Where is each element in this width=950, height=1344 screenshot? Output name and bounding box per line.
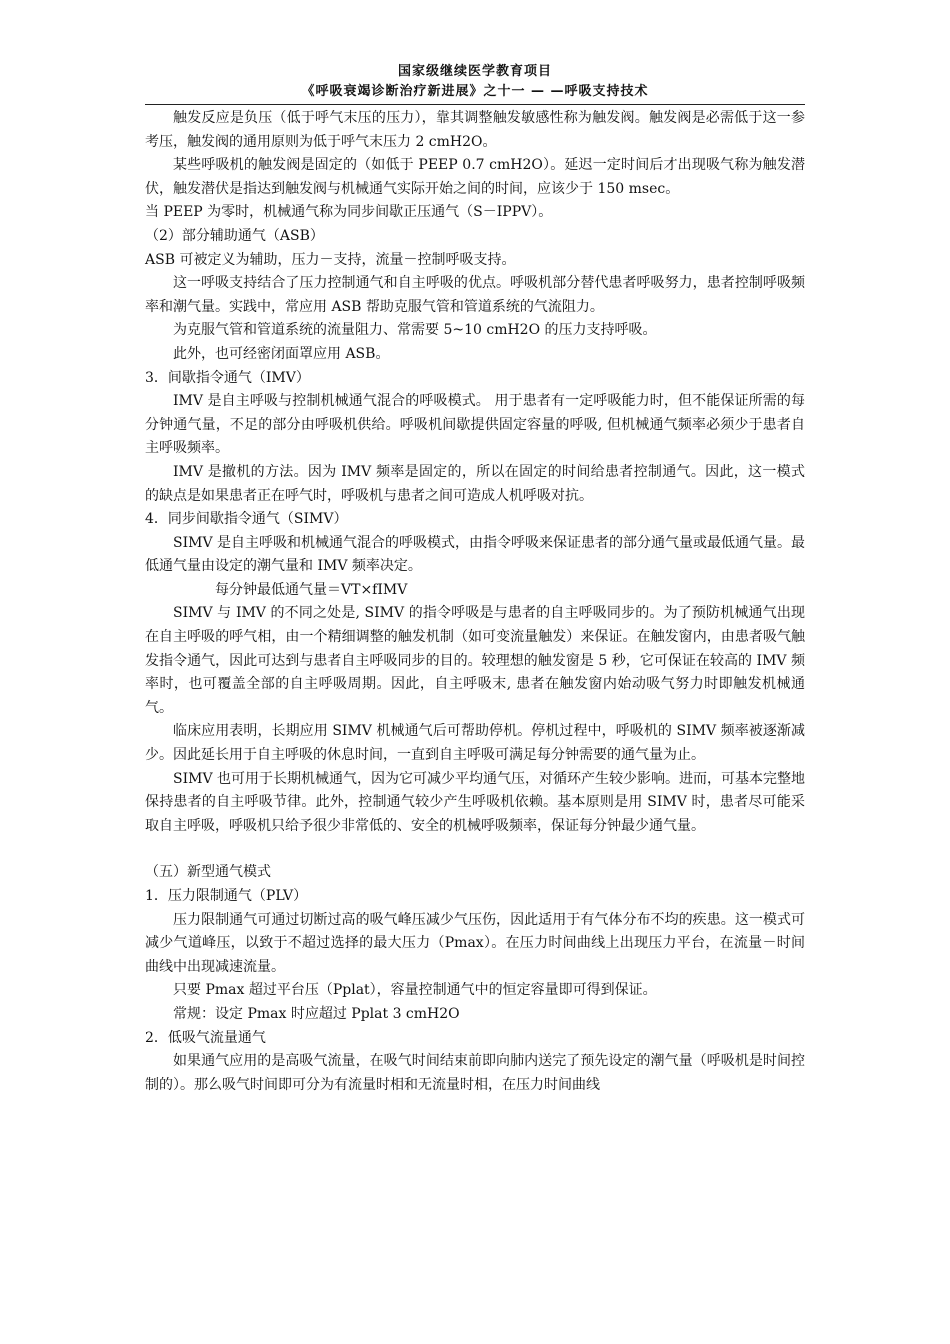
paragraph: ASB 可被定义为辅助，压力－支持，流量－控制呼吸支持。 — [145, 251, 516, 268]
paragraph: 这一呼吸支持结合了压力控制通气和自主呼吸的优点。呼吸机部分替代患者呼吸努力，患者控制呼吸频率和潮气量。实践中，常应用 ASB 帮助克服气管和管道系统的气流阻力。 — [145, 275, 805, 315]
paragraph: 触发反应是负压（低于呼气末压的压力），靠其调整触发敏感性称为触发阀。触发阀是必需低于这一参考压，触发阀的通用原则为低于呼气末压力 2 cmH2O。 — [145, 110, 805, 150]
paragraph: 3．间歇指令通气（IMV） — [145, 369, 310, 386]
paragraph — [145, 838, 805, 861]
paragraph: 只要 Pmax 超过平台压（Pplat），容量控制通气中的恒定容量即可得到保证。 — [173, 982, 657, 999]
paragraph: 常规：设定 Pmax 时应超过 Pplat 3 cmH2O — [173, 1005, 460, 1022]
document-page — [145, 62, 805, 1097]
paragraph: 此外，也可经密闭面罩应用 ASB。 — [173, 345, 390, 362]
paragraph: SIMV 是自主呼吸和机械通气混合的呼吸模式，由指令呼吸来保证患者的部分通气量或最低通气量。最低通气量由设定的潮气量和 IMV 频率决定。 — [145, 534, 806, 575]
paragraph: 每分钟最低通气量＝VT×fIMV — [215, 581, 408, 598]
paragraph: （2）部分辅助通气（ASB） — [145, 227, 324, 244]
paragraph: 2．低吸气流量通气 — [145, 1029, 266, 1046]
header-line-1: 国家级继续医学教育项目 — [397, 64, 552, 79]
paragraph: 压力限制通气可通过切断过高的吸气峰压减少气压伤，因此适用于有气体分布不均的疾患。这一模式可减少气道峰压，以致于不超过选择的最大压力（Pmax）。在压力时间曲线上出现压力平台，在流量－时间曲线中出现减速流量。 — [145, 911, 805, 975]
paragraph: （五）新型通气模式 — [145, 864, 271, 881]
document-body — [145, 107, 805, 1097]
paragraph: 如果通气应用的是高吸气流量，在吸气时间结束前即向肺内送完了预先设定的潮气量（呼吸机是时间控制的）。那么吸气时间即可分为有流量时相和无流量时相，在压力时间曲线 — [145, 1053, 805, 1093]
paragraph: 4．同步间歇指令通气（SIMV） — [145, 511, 348, 528]
header-rule — [145, 104, 805, 105]
paragraph: 临床应用表明，长期应用 SIMV 机械通气后可帮助停机。停机过程中，呼吸机的 SIMV 频率被逐渐减少。因此延长用于自主呼吸的休息时间，一直到自主呼吸可满足每分钟需要的通气量为止。 — [145, 723, 805, 764]
paragraph: SIMV 也可用于长期机械通气，因为它可减少平均通气压，对循环产生较少影响。进而，可基本完整地保持患者的自主呼吸节律。此外，控制通气较少产生呼吸机依赖。基本原则是用 SIMV 时，患者尽可能采取自主呼吸，呼吸机只给予很少非常低的、安全的机械呼吸频率，保证每分钟最少通气量。 — [145, 770, 806, 834]
paragraph: 某些呼吸机的触发阀是固定的（如低于 PEEP 0.7 cmH2O）。延迟一定时间后才出现吸气称为触发潜伏，触发潜伏是指达到触发阀与机械通气实际开始之间的时间，应该少于 150 msec。 — [145, 157, 805, 197]
paragraph: 当 PEEP 为零时，机械通气称为同步间歇正压通气（S－IPPV）。 — [145, 204, 553, 221]
paragraph: 1．压力限制通气（PLV） — [145, 888, 308, 904]
paragraph: 为克服气管和管道系统的流量阻力、常需要 5~10 cmH2O 的压力支持呼吸。 — [173, 322, 657, 339]
paragraph: IMV 是自主呼吸与控制机械通气混合的呼吸模式。 用于患者有一定呼吸能力时，但不能保证所需的每分钟通气量，不足的部分由呼吸机供给。呼吸机间歇提供固定容量的呼吸, 但机械通气频率必须少于患者自主呼吸频率。 — [145, 393, 805, 457]
paragraph: IMV 是撤机的方法。因为 IMV 频率是固定的，所以在固定的时间给患者控制通气。因此，这一模式的缺点是如果患者正在呼气时，呼吸机与患者之间可造成人机呼吸对抗。 — [145, 463, 805, 504]
header-line-2: 《呼吸衰竭诊断治疗新进展》之十一 — —呼吸支持技术 — [301, 84, 649, 99]
paragraph: SIMV 与 IMV 的不同之处是, SIMV 的指令呼吸是与患者的自主呼吸同步的。为了预防机械通气出现在自主呼吸的呼气相，由一个精细调整的触发机制（如可变流量触发）来保证。在触发窗内，由患者吸气触发指令通气，因此可达到与患者自主呼吸同步的目的。较理想的触发窗是 5 秒，它可保证在较高的 IMV 频率时，也可覆盖全部的自主呼吸周期。因此，自主呼吸末, 患者在触发窗内始动吸气努力时即触发机械通气。 — [145, 605, 805, 716]
